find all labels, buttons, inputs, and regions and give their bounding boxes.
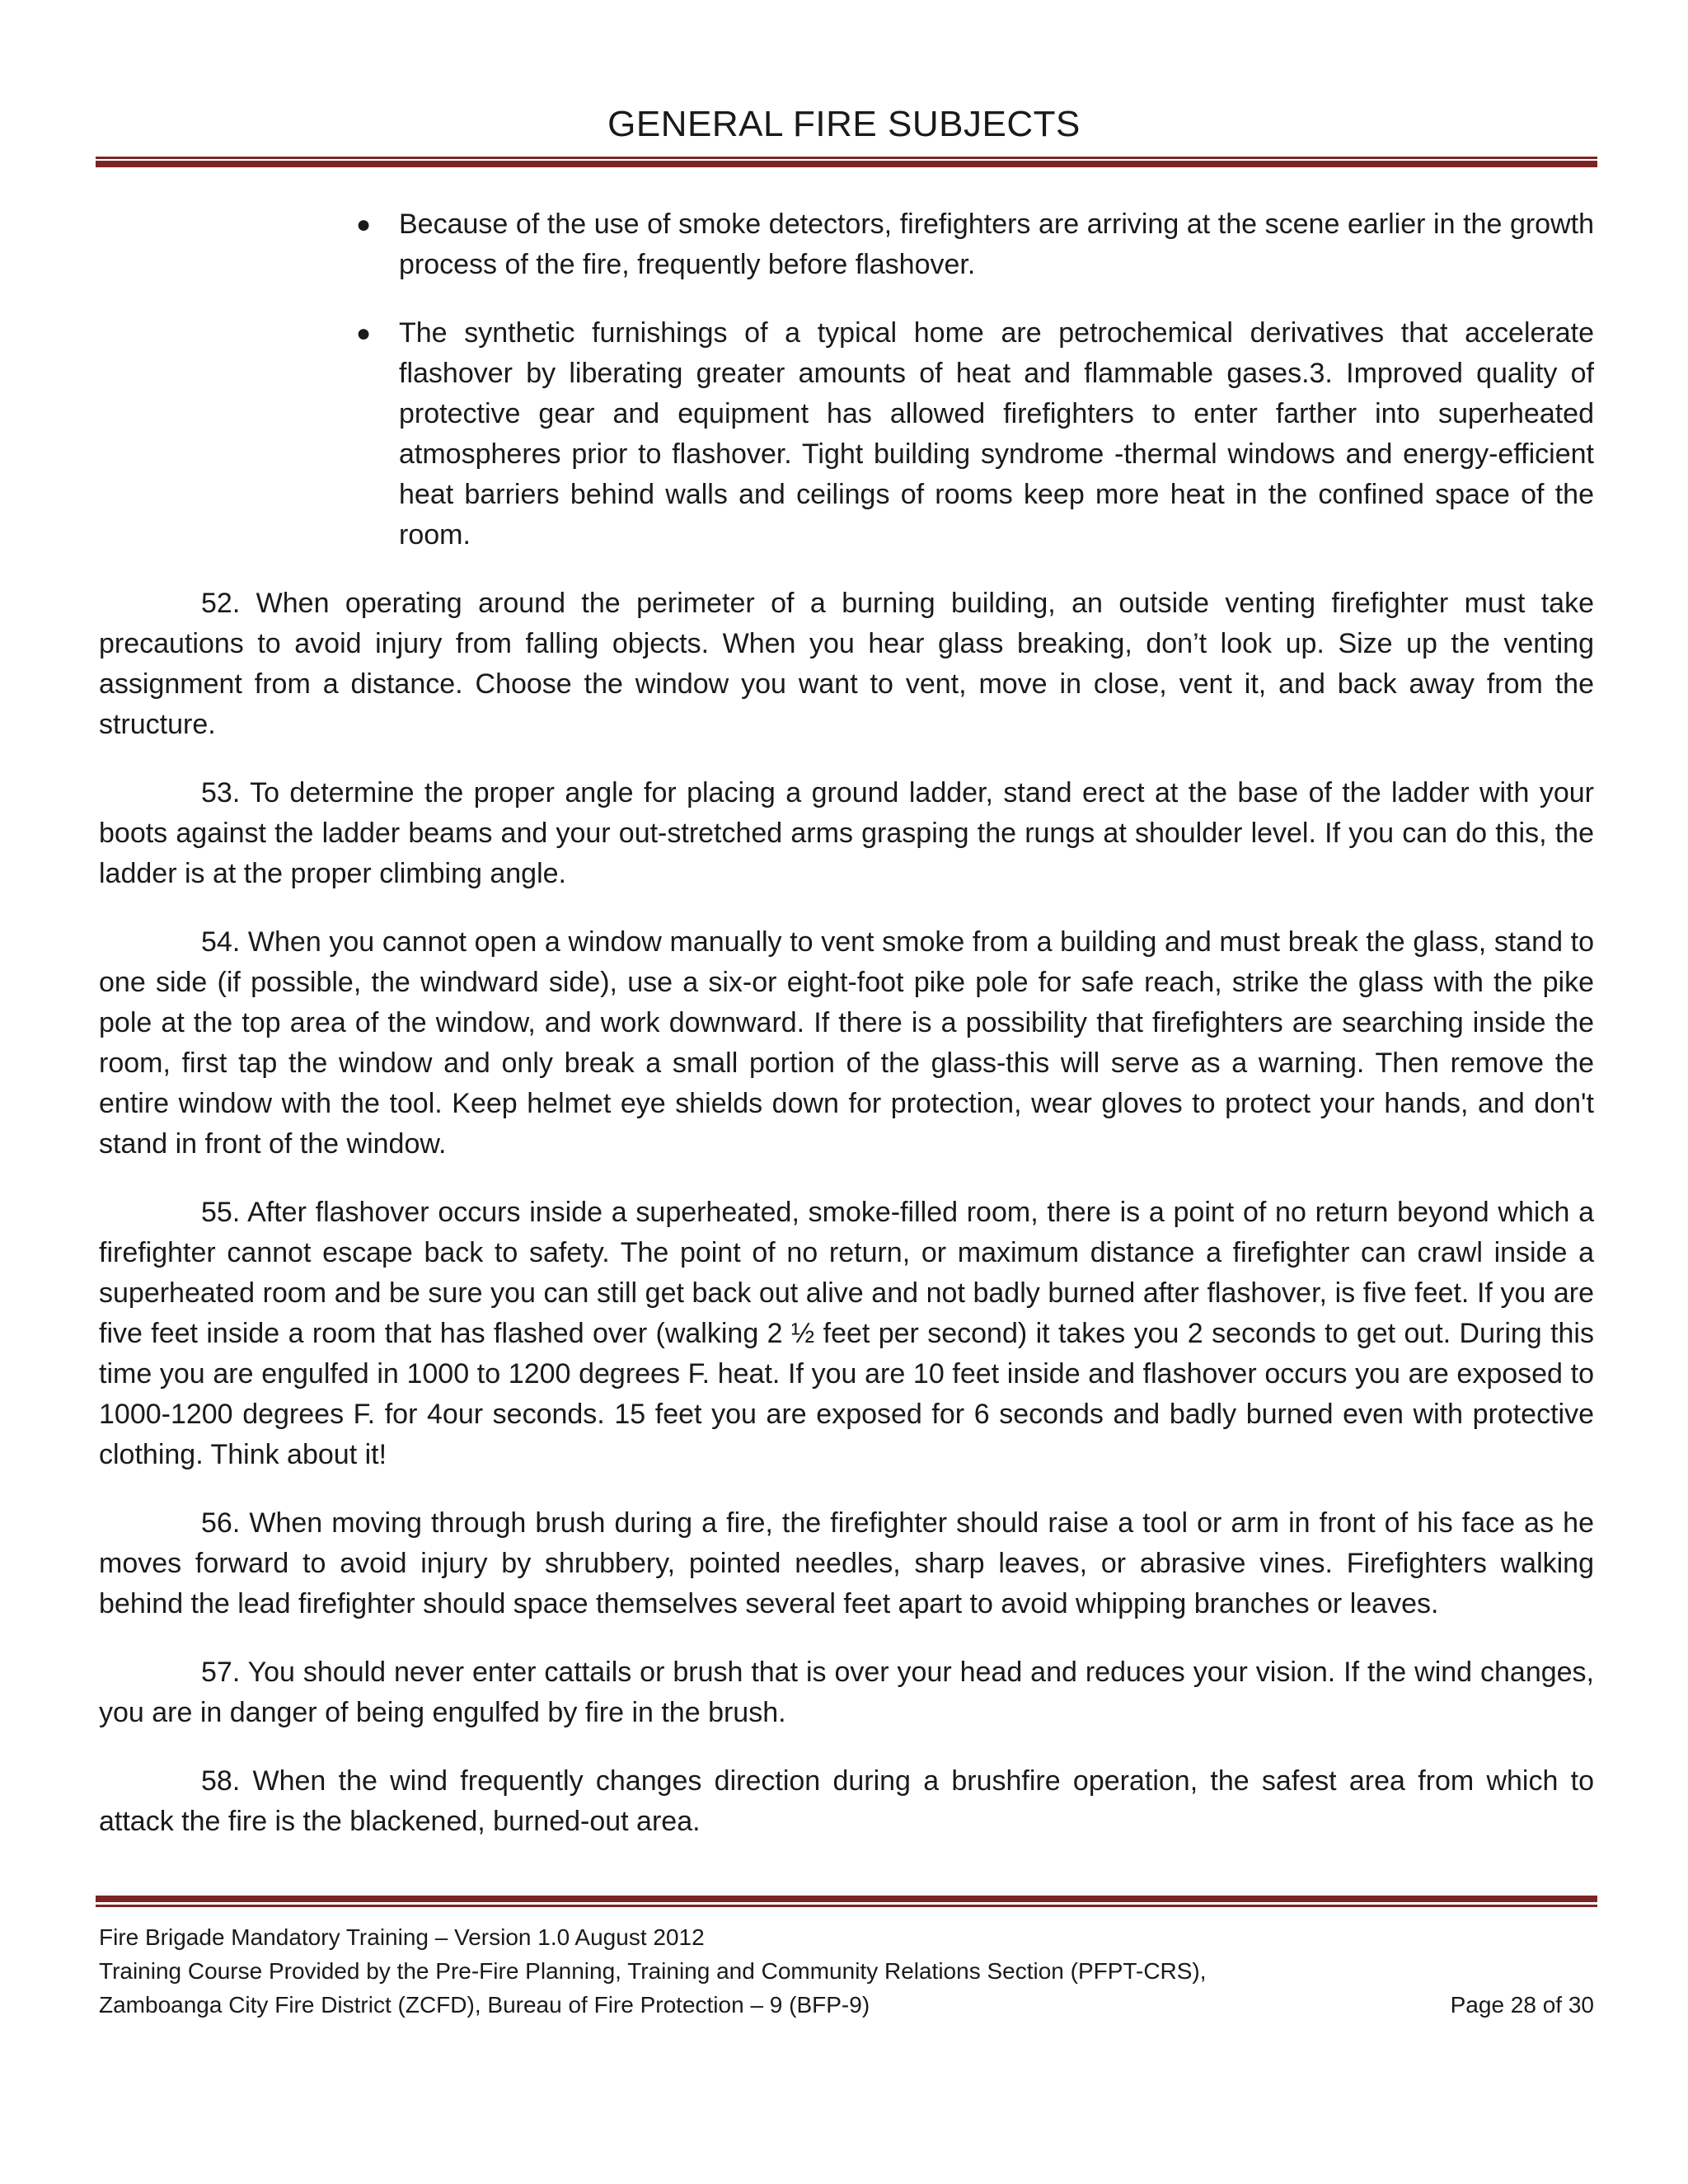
bullet-text: The synthetic furnishings of a typical home are petrochemical derivatives that accelerate flashover by liberating greater amounts of heat and flammable gases.3. Improved quality of protective gear and equipment has allowed firefighters to enter farther into superheated atmospheres prior to flashover. Tight building syndrome -thermal windows and energy-efficient heat barriers behind walls and ceilings of rooms keep more heat in the confined space of the room. xyxy=(399,317,1594,551)
bullet-dot-icon: ● xyxy=(356,211,372,238)
paragraph-58: 58. When the wind frequently changes direction during a brushfire operation, the safest area from which to attack the fire is the blackened, burned-out area. xyxy=(99,1765,1594,1837)
footer-provider: Training Course Provided by the Pre-Fire Planning, Training and Community Relations Section (PFPT-CRS), xyxy=(99,1958,1207,1984)
bullet-dot-icon: ● xyxy=(356,320,372,347)
header-rule-thick xyxy=(96,161,1597,167)
bullet-list xyxy=(99,204,1594,555)
paragraph-53: 53. To determine the proper angle for placing a ground ladder, stand erect at the base of the ladder with your boots against the ladder beams and your out-stretched arms grasping the rungs at shoulder level. If you can do this, the ladder is at the proper climbing angle. xyxy=(99,777,1594,889)
bullet-text: Because of the use of smoke detectors, firefighters are arriving at the scene earlier in the growth process of the fire, frequently before flashover. xyxy=(399,209,1594,280)
footer-version: Fire Brigade Mandatory Training – Version 1.0 August 2012 xyxy=(99,1924,705,1950)
page-footer xyxy=(99,1920,1594,2022)
paragraph-52: 52. When operating around the perimeter of a burning building, an outside venting firefighter must take precautions to avoid injury from falling objects. When you hear glass breaking, don’t look up. Size up the venting assignment from a distance. Choose the window you want to vent, move in close, vent it, and back away from the structure. xyxy=(99,588,1594,740)
footer-rule-thin xyxy=(96,1905,1597,1907)
footer-last-line xyxy=(99,1988,1594,2022)
paragraph-54: 54. When you cannot open a window manually to vent smoke from a building and must break the glass, stand to one side (if possible, the windward side), use a six-or eight-foot pike pole for safe reach, strike the glass with the pike pole at the top area of the window, and work downward. If there is a possibility that firefighters are searching inside the room, first tap the window and only break a small portion of the glass-this will serve as a warning. Then remove the entire window with the tool. Keep helmet eye shields down for protection, wear gloves to protect your hands, and don't stand in front of the window. xyxy=(99,926,1594,1160)
document-body xyxy=(99,204,1594,1870)
page-number: Page 28 of 30 xyxy=(1450,1992,1594,2018)
footer-district: Zamboanga City Fire District (ZCFD), Bureau of Fire Protection – 9 (BFP-9) xyxy=(99,1992,870,2018)
bullet-item xyxy=(356,313,1594,555)
paragraph-55: 55. After flashover occurs inside a superheated, smoke-filled room, there is a point of no return beyond which a firefighter cannot escape back to safety. The point of no return, or maximum distance a firefighter can crawl inside a superheated room and be sure you can still get back out alive and not badly burned after flashover, is five feet. If you are five feet inside a room that has flashed over (walking 2 ½ feet per second) it takes you 2 seconds to get out. During this time you are engulfed in 1000 to 1200 degrees F. heat. If you are 10 feet inside and flashover occurs you are exposed to 1000-1200 degrees F. for 4our seconds. 15 feet you are exposed for 6 seconds and badly burned even with protective clothing. Think about it! xyxy=(99,1197,1594,1470)
footer-rule-thick xyxy=(96,1896,1597,1902)
paragraph-57: 57. You should never enter cattails or brush that is over your head and reduces your vision. If the wind changes, you are in danger of being engulfed by fire in the brush. xyxy=(99,1657,1594,1728)
paragraph-56: 56. When moving through brush during a fire, the firefighter should raise a tool or arm in front of his face as he moves forward to avoid injury by shrubbery, pointed needles, sharp leaves, or abrasive vines. Firefighters walking behind the lead firefighter should space themselves several feet apart to avoid whipping branches or leaves. xyxy=(99,1507,1594,1619)
page-header-title: GENERAL FIRE SUBJECTS xyxy=(607,104,1081,144)
header-rule-thin xyxy=(96,157,1597,159)
bullet-item xyxy=(356,204,1594,285)
